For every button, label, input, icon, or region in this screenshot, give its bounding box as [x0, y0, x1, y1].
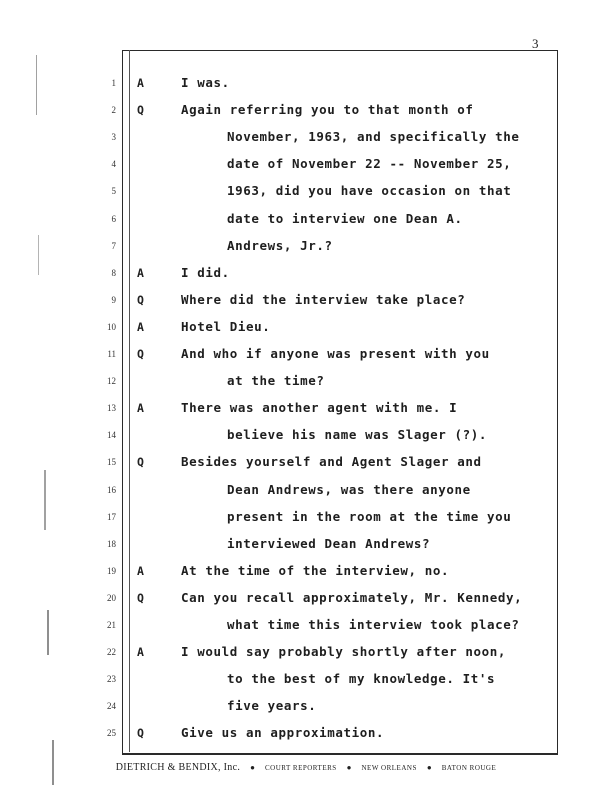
transcript-text: present in the room at the time you [227, 508, 512, 524]
line-number: 19 [107, 565, 116, 576]
line-number: 11 [107, 349, 116, 359]
line-number: 17 [107, 511, 116, 522]
transcript-text: Can you recall approximately, Mr. Kennedy, [181, 589, 523, 605]
transcript-text: date of November 22 -- November 25, [227, 156, 512, 172]
speaker-label: A [137, 76, 144, 90]
line-number: 23 [107, 674, 116, 685]
footer-bullet: ● [346, 763, 352, 772]
footer-bullet: ● [250, 763, 255, 772]
line-number: 7 [111, 240, 116, 251]
transcript-text: Where did the interview take place? [181, 291, 466, 307]
line-number: 16 [107, 484, 116, 495]
line-number: 15 [107, 457, 116, 468]
line-number: 6 [111, 213, 116, 224]
transcript-text: Besides yourself and Agent Slager and [181, 454, 482, 470]
transcript-text: November, 1963, and specifically the [227, 129, 520, 145]
speaker-label: Q [137, 590, 144, 605]
line-number: 20 [107, 592, 116, 603]
line-number: 3 [111, 132, 116, 143]
transcript-text: believe his name was Slager (?). [227, 427, 488, 443]
line-number: 22 [107, 647, 116, 658]
transcript-text: And who if anyone was present with you [181, 346, 490, 361]
footer-item: NEW ORLEANS [361, 764, 417, 772]
scan-mark [44, 470, 46, 530]
margin-rule [129, 50, 130, 752]
footer-item: BATON ROUGE [441, 764, 497, 772]
line-number: 1 [111, 78, 116, 88]
transcript-text: five years. [227, 698, 317, 714]
scan-mark [47, 610, 49, 655]
speaker-label: A [137, 563, 144, 578]
transcript-text: I was. [181, 75, 230, 90]
transcript-text: at the time? [227, 373, 325, 389]
line-number: 18 [107, 538, 116, 549]
speaker-label: A [137, 265, 144, 280]
transcript-text: At the time of the interview, no. [181, 562, 450, 578]
speaker-label: Q [137, 347, 144, 361]
speaker-label: A [137, 645, 144, 660]
transcript-text: Andrews, Jr.? [227, 237, 333, 253]
footer-firm: DIETRICH & BENDIX, Inc. [115, 762, 241, 773]
transcript-text: I did. [181, 264, 230, 280]
line-number: 10 [107, 321, 116, 332]
transcript-text: date to interview one Dean A. [227, 210, 463, 226]
line-number: 5 [111, 186, 116, 197]
transcript-text: Hotel Dieu. [181, 318, 271, 334]
transcript-text: what time this interview took place? [227, 617, 520, 632]
line-number: 9 [111, 294, 116, 305]
speaker-label: A [137, 319, 144, 334]
scan-mark [52, 740, 54, 785]
scan-mark [36, 55, 37, 115]
transcript-text: 1963, did you have occasion on that [227, 183, 512, 199]
line-number: 13 [107, 403, 116, 414]
speaker-label: Q [137, 455, 144, 470]
line-number: 24 [107, 701, 116, 712]
transcript-text: interviewed Dean Andrews? [227, 535, 431, 551]
footer-bullet: ● [426, 763, 432, 772]
transcript-text: to the best of my knowledge. It's [227, 671, 496, 687]
speaker-label: Q [137, 726, 144, 741]
footer-item: COURT REPORTERS [264, 764, 337, 772]
footer [0, 757, 612, 775]
scan-mark [38, 235, 39, 275]
speaker-label: A [137, 401, 144, 416]
speaker-label: Q [137, 103, 144, 118]
line-number: 14 [107, 430, 116, 441]
line-number: 25 [107, 728, 116, 739]
line-number: 21 [107, 620, 116, 630]
transcript-text: Dean Andrews, was there anyone [227, 481, 471, 497]
line-number: 4 [111, 159, 116, 170]
line-number: 2 [111, 105, 116, 116]
line-number: 12 [107, 376, 116, 387]
transcript-text: I would say probably shortly after noon, [181, 644, 507, 660]
transcript-text: Give us an approximation. [181, 725, 385, 741]
page-number: 3 [532, 36, 539, 51]
speaker-label: Q [137, 292, 144, 307]
transcript-text: Again referring you to that month of [181, 102, 474, 118]
line-number: 8 [111, 267, 116, 278]
transcript-text: There was another agent with me. I [181, 400, 458, 416]
